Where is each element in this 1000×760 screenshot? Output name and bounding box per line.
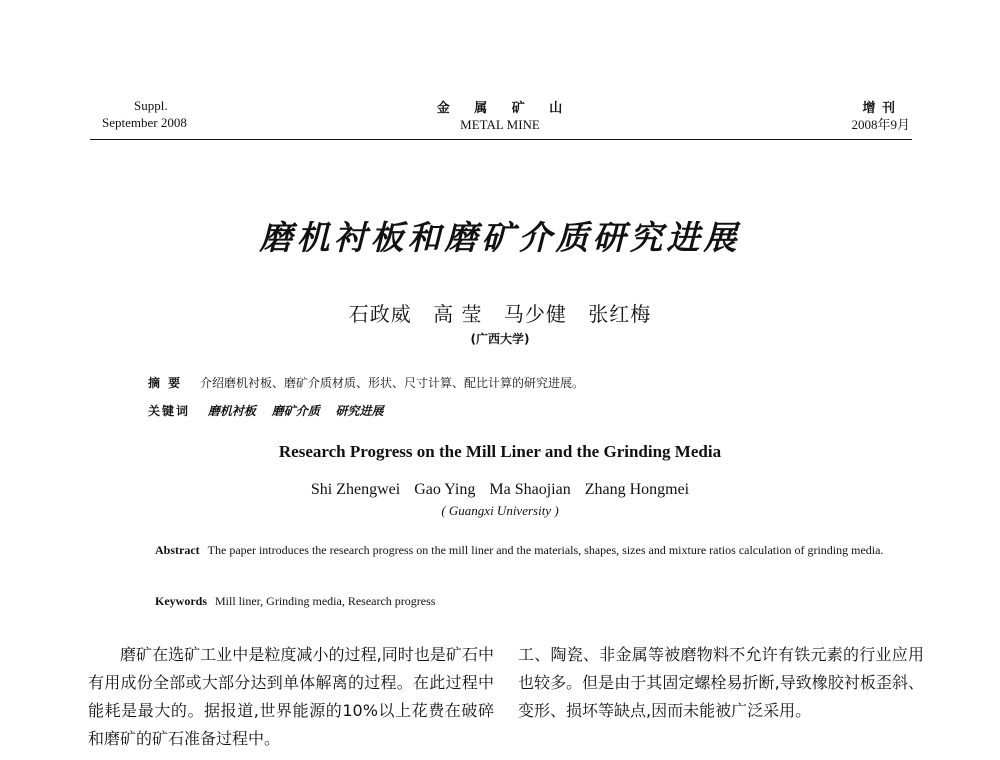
- header-left: [102, 97, 242, 131]
- english-author-name: Ma Shaojian: [489, 481, 571, 498]
- english-author-name: Zhang Hongmei: [584, 481, 690, 498]
- cn-abstract-text: 介绍磨机衬板、磨矿介质材质、形状、尺寸计算、配比计算的研究进展。: [200, 376, 585, 390]
- affiliation: (广西大学): [470, 332, 530, 346]
- body-column-left: 磨矿在选矿工业中是粒度减小的过程,同时也是矿石中有用成份全部或大部分达到单体解离的过程。在此过程中能耗是最大的。据报道,世界能源的10%以上花费在破碎和磨矿的矿石准备过程中。: [88, 645, 494, 748]
- cn-keyword: 磨机衬板: [207, 404, 256, 418]
- english-affiliation: ( Guangxi University ): [441, 503, 559, 518]
- header-date: September 2008: [102, 115, 187, 130]
- cn-keyword: 磨矿介质: [271, 404, 320, 418]
- header-center: [400, 97, 600, 133]
- english-author-list: [0, 481, 1000, 499]
- header-right: [790, 97, 910, 133]
- english-keywords-label: Keywords: [155, 594, 207, 608]
- cn-keywords: [148, 402, 396, 419]
- english-abstract-text: The paper introduces the research progress on the mill liner and the materials, shapes, sizes and mixture ratios calculation of grinding media.: [207, 543, 884, 557]
- author-name: 张红梅: [588, 302, 652, 326]
- english-abstract-label: Abstract: [155, 543, 200, 557]
- cn-abstract: [148, 374, 584, 391]
- cn-keyword: 研究进展: [335, 404, 384, 418]
- english-title: Research Progress on the Mill Liner and the Grinding Media: [278, 442, 722, 461]
- journal-name-cn: 金 属 矿 山: [436, 101, 564, 116]
- english-author-name: Shi Zhengwei: [310, 481, 401, 498]
- body-column-right: 工、陶瓷、非金属等被磨物料不允许有铁元素的行业应用也较多。但是由于其固定螺栓易折断,导致橡胶衬板歪斜、变形、损坏等缺点,因而未能被广泛采用。: [518, 645, 924, 720]
- author-list: [0, 298, 1000, 327]
- english-keywords-text: Mill liner, Grinding media, Research progress: [215, 594, 436, 608]
- author-name: 马少健: [503, 302, 567, 326]
- author-name: 石政威: [348, 302, 412, 326]
- english-abstract: [122, 538, 892, 563]
- paper-title: 磨机衬板和磨矿介质研究进展: [259, 218, 741, 257]
- header-rule: [90, 139, 912, 140]
- issue-date: 2008年9月: [851, 117, 910, 132]
- supplement-label: 增 刊: [862, 101, 896, 116]
- cn-abstract-label: 摘 要: [148, 376, 183, 390]
- english-keywords: [155, 594, 435, 609]
- journal-name-en: METAL MINE: [460, 117, 540, 132]
- author-name: 高 莹: [433, 302, 483, 326]
- header-suppl: Suppl.: [134, 98, 168, 113]
- english-author-name: Gao Ying: [414, 481, 476, 498]
- cn-keywords-label: 关键词: [148, 404, 191, 418]
